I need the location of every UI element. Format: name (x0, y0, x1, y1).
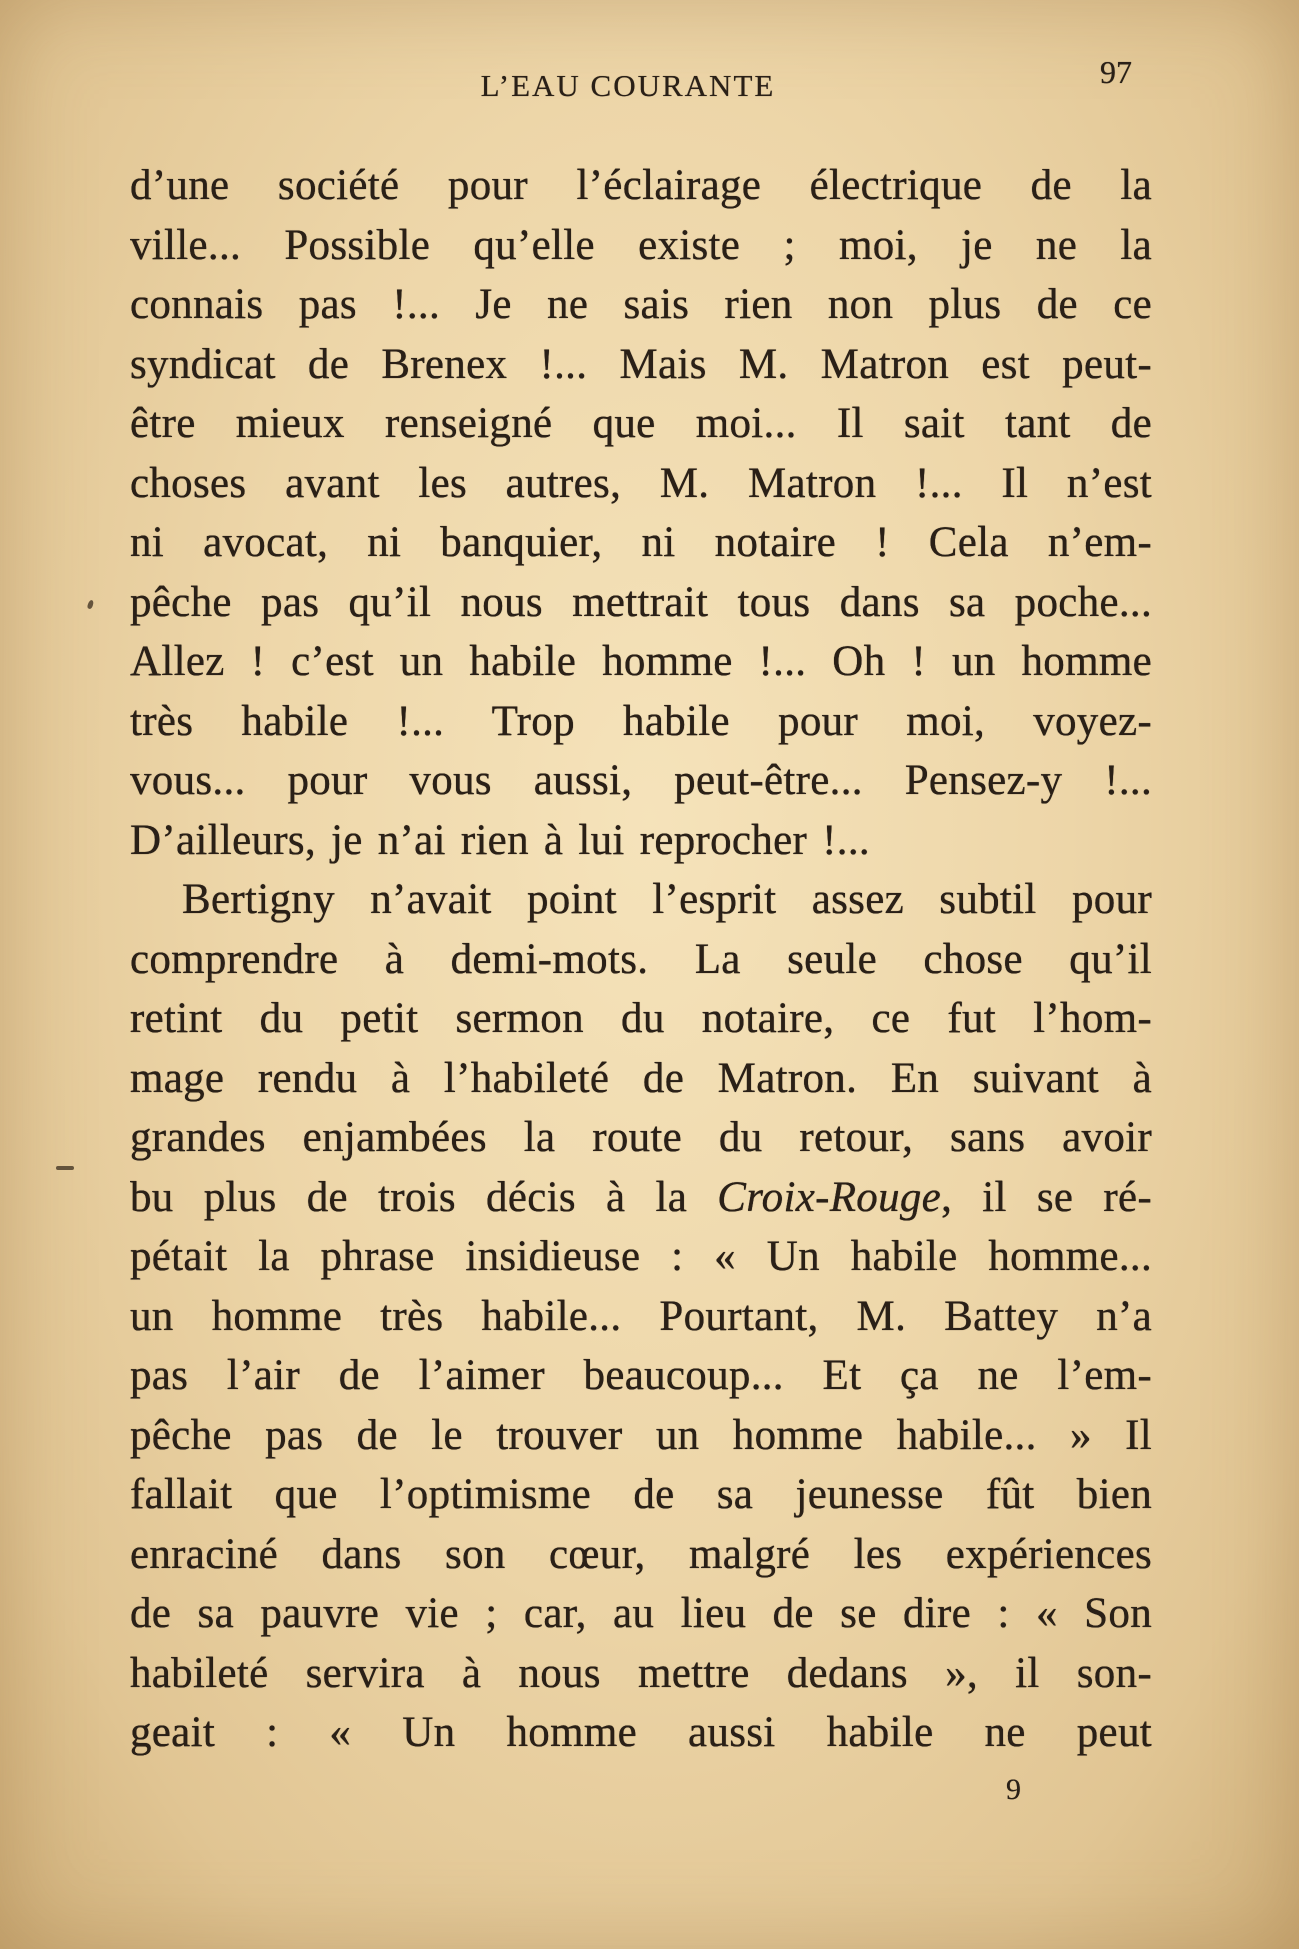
text-line: comprendre à demi-mots. La seule chose qu’il (130, 935, 1152, 983)
body-text (130, 156, 1152, 1763)
text-line: connais pas !... Je ne sais rien non plus de ce (130, 281, 1152, 328)
page-number: 97 (1100, 54, 1132, 90)
text-line: retint du petit sermon du notaire, ce fut l’hom- (130, 995, 1152, 1042)
text-line: Allez ! c’est un habile homme !... Oh ! un homme (130, 638, 1152, 685)
paragraph (130, 870, 1152, 1763)
text-line: enraciné dans son cœur, malgré les expériences (130, 1530, 1152, 1578)
text-line: être mieux renseigné que moi... Il sait tant de (130, 400, 1152, 447)
text-line: D’ailleurs, je n’ai rien à lui reprocher !... (130, 816, 870, 864)
text-line: choses avant les autres, M. Matron !... Il n’est (130, 459, 1152, 507)
text-line: ni avocat, ni banquier, ni notaire ! Cela n’em- (130, 519, 1152, 566)
text-line: habileté servira à nous mettre dedans », il son- (130, 1649, 1152, 1697)
margin-mark (87, 599, 95, 609)
text-line: très habile !... Trop habile pour moi, voyez- (130, 697, 1152, 745)
text-line: vous... pour vous aussi, peut-être... Pensez-y !... (130, 757, 1152, 804)
paragraph (130, 156, 1152, 870)
text-line: Bertigny n’avait point l’esprit assez subtil pour (182, 876, 1152, 923)
line-segment: , il se ré- (941, 1173, 1152, 1221)
text-line: de sa pauvre vie ; car, au lieu de se dire : « Son (130, 1590, 1152, 1637)
text-line: grandes enjambées la route du retour, sans avoir (130, 1114, 1152, 1161)
text-line: un homme très habile... Pourtant, M. Battey n’a (130, 1292, 1152, 1340)
text-line: ville... Possible qu’elle existe ; moi, je ne la (130, 221, 1152, 269)
text-line: d’une société pour l’éclairage électrique de la (130, 162, 1152, 209)
text-line: pêche pas de le trouver un homme habile... » Il (130, 1411, 1152, 1459)
place-name-italic: Croix-Rouge (717, 1173, 942, 1221)
text-line: pêche pas qu’il nous mettrait tous dans sa poche... (130, 578, 1152, 626)
running-title: L’EAU COURANTE (480, 68, 776, 103)
text-line (130, 1168, 1152, 1228)
text-line: syndicat de Brenex !... Mais M. Matron est peut- (130, 340, 1152, 388)
text-line: mage rendu à l’habileté de Matron. En suivant à (130, 1054, 1152, 1102)
text-line: geait : « Un homme aussi habile ne peut (130, 1709, 1152, 1756)
margin-mark (56, 1166, 74, 1170)
text-line: pétait la phrase insidieuse : « Un habile homme... (130, 1233, 1152, 1280)
line-segment: bu plus de trois décis à la (130, 1173, 718, 1221)
text-line: fallait que l’optimisme de sa jeunesse fût bien (130, 1471, 1152, 1518)
signature-mark: 9 (1006, 1773, 1021, 1806)
text-line: pas l’air de l’aimer beaucoup... Et ça ne l’em- (130, 1352, 1152, 1399)
